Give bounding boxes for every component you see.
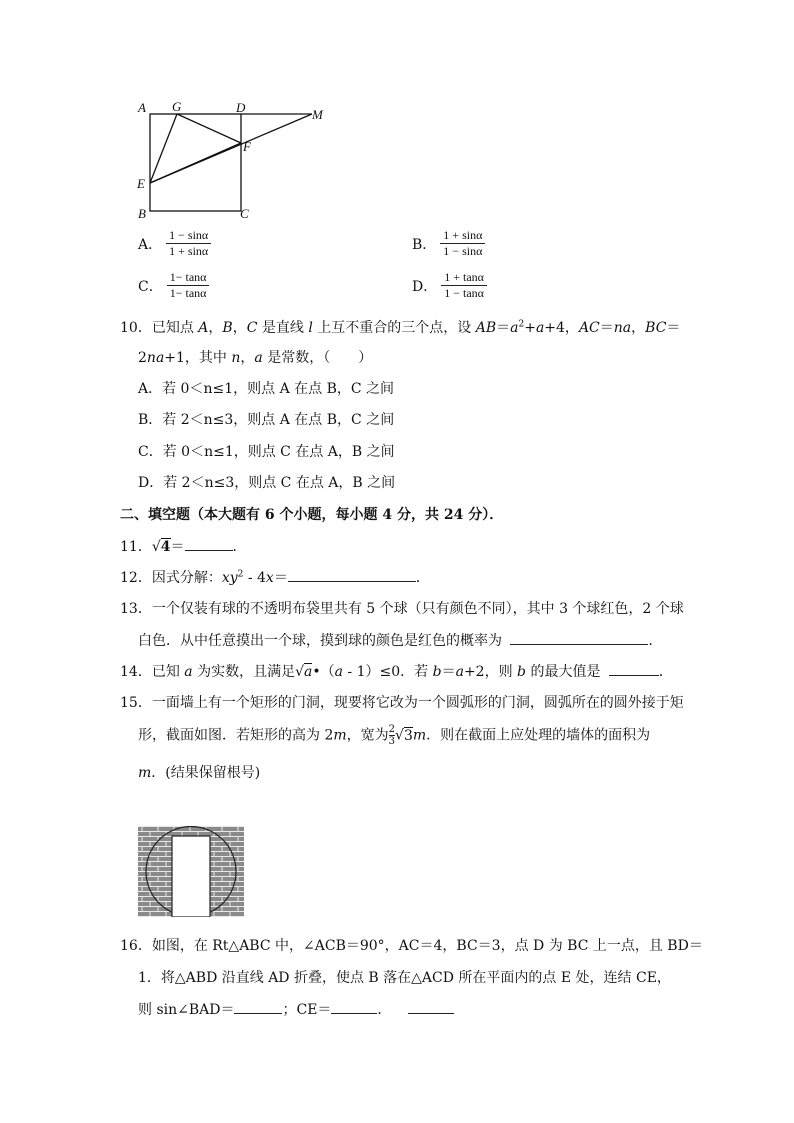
text: 12．因式分解： bbox=[120, 570, 222, 586]
fraction bbox=[167, 270, 210, 301]
q11 bbox=[120, 536, 247, 556]
radicand: 3 bbox=[403, 727, 413, 744]
section-heading: 二、填空题（本大题有 6 个小题，每小题 4 分，共 24 分）． bbox=[120, 507, 504, 523]
var: xy bbox=[221, 570, 238, 586]
var: l bbox=[308, 320, 313, 336]
denominator: 1 − sinα bbox=[443, 244, 483, 258]
wall-figure bbox=[138, 826, 244, 917]
sqrt-symbol: √ bbox=[151, 539, 161, 555]
text: 形，截面如图．若矩形的高为 2 bbox=[138, 727, 334, 744]
answer-blank[interactable] bbox=[234, 1001, 282, 1014]
text: ＝ bbox=[170, 539, 185, 555]
q10-option-d: D．若 2＜n≤3，则点 C 在点 A，B 之间 bbox=[138, 475, 396, 491]
q16-line1: 16．如图，在 Rt△ABC 中，∠ACB＝90°，AC＝4，BC＝3，点 D 为 BC 上一点，且 BD＝ bbox=[120, 938, 703, 954]
text: 为实数，且满足 bbox=[192, 664, 296, 680]
label-d: D bbox=[236, 100, 246, 115]
var: BC bbox=[645, 320, 667, 336]
label-e: E bbox=[137, 176, 145, 191]
text: ＝ bbox=[496, 320, 511, 336]
denominator: 3 bbox=[388, 736, 396, 747]
text: + bbox=[524, 320, 536, 336]
label-a: A bbox=[138, 100, 146, 115]
label-b: B bbox=[138, 206, 146, 221]
q13-line1: 13．一个仅装有球的不透明布袋里共有 5 个球（只有颜色不同），其中 3 个球红色，2 个球 bbox=[120, 601, 684, 617]
q15-line3 bbox=[138, 762, 260, 782]
text: 10．已知点 bbox=[120, 320, 199, 336]
fraction bbox=[166, 228, 211, 259]
denominator: 1− tanα bbox=[169, 286, 207, 300]
numerator: 1 − sinα bbox=[166, 228, 211, 244]
text: ．(结果保留根号) bbox=[151, 765, 261, 781]
text: ， bbox=[631, 320, 646, 336]
q10-line2 bbox=[138, 347, 372, 367]
label-g: G bbox=[172, 99, 182, 114]
answer-blank[interactable] bbox=[288, 569, 416, 582]
radicand: 4 bbox=[160, 539, 171, 555]
var: m bbox=[138, 765, 152, 781]
numerator: 1− tanα bbox=[167, 270, 210, 286]
text: ， bbox=[232, 320, 247, 336]
fraction bbox=[440, 228, 485, 259]
fraction bbox=[441, 270, 487, 301]
q9-option-a bbox=[138, 228, 211, 259]
q10-option-c: C．若 0＜n≤1，则点 C 在点 A，B 之间 bbox=[138, 444, 395, 460]
var: C bbox=[246, 320, 258, 336]
text: +4， bbox=[544, 320, 579, 336]
text: - 4 bbox=[243, 570, 266, 586]
radicand: a bbox=[304, 664, 313, 680]
option-letter: D． bbox=[412, 278, 438, 295]
var: a bbox=[535, 320, 545, 336]
answer-blank[interactable] bbox=[408, 1001, 454, 1014]
segment-em bbox=[150, 114, 312, 183]
label-m: M bbox=[312, 107, 323, 122]
var: na bbox=[613, 320, 632, 336]
var: B bbox=[222, 320, 233, 336]
text: •（ bbox=[312, 664, 335, 680]
text: 11． bbox=[120, 539, 152, 555]
text: ． bbox=[648, 633, 663, 649]
text: 2 bbox=[138, 350, 147, 366]
q9-option-c bbox=[138, 270, 209, 301]
text: ． bbox=[415, 570, 430, 586]
sqrt-symbol: √ bbox=[295, 664, 304, 680]
q10-option-a: A．若 0＜n≤1，则点 A 在点 B，C 之间 bbox=[138, 381, 395, 397]
denominator: 1 + sinα bbox=[169, 244, 209, 258]
numerator: 1 + tanα bbox=[441, 270, 487, 286]
text: +2，则 bbox=[463, 664, 518, 680]
text: 的最大值是 bbox=[526, 664, 601, 680]
q9-option-b bbox=[412, 228, 485, 259]
var: a bbox=[184, 664, 193, 680]
option-letter: B． bbox=[412, 236, 437, 253]
exponent: 2 bbox=[237, 569, 244, 580]
var: AB bbox=[475, 320, 497, 336]
var: m bbox=[333, 727, 347, 744]
text: ，宽为 bbox=[346, 727, 389, 744]
var: AC bbox=[578, 320, 600, 336]
q13-line2 bbox=[138, 630, 662, 650]
text: 14．已知 bbox=[120, 664, 185, 680]
var: na bbox=[146, 350, 165, 366]
numerator: 2 bbox=[388, 724, 396, 735]
segment-gf bbox=[177, 114, 241, 143]
label-c: C bbox=[240, 206, 249, 221]
answer-blank[interactable] bbox=[510, 632, 648, 645]
q10-option-b: B．若 2＜n≤3，则点 A 在点 B，C 之间 bbox=[138, 412, 395, 428]
q10-line1 bbox=[120, 317, 680, 337]
text: 是常数，（ ） bbox=[262, 350, 373, 366]
var: A bbox=[198, 320, 209, 336]
q15-line2 bbox=[138, 724, 650, 747]
q16-line3 bbox=[138, 999, 454, 1019]
text: 是直线 bbox=[257, 320, 309, 336]
var: b bbox=[432, 664, 442, 680]
option-letter: A． bbox=[138, 236, 163, 253]
text: ． bbox=[658, 664, 673, 680]
text: ＝ bbox=[441, 664, 456, 680]
var: a bbox=[510, 320, 519, 336]
answer-blank[interactable] bbox=[331, 1001, 377, 1014]
var: m bbox=[412, 727, 427, 744]
square-figure bbox=[130, 95, 340, 225]
sqrt-symbol: √ bbox=[395, 727, 404, 744]
exponent: 2 bbox=[518, 319, 525, 330]
text: +1，其中 bbox=[164, 350, 232, 366]
text: ；CE＝ bbox=[282, 1002, 332, 1018]
text: ． bbox=[232, 539, 247, 555]
var: a bbox=[334, 664, 343, 680]
var: n bbox=[231, 350, 241, 366]
text: ＝ bbox=[599, 320, 614, 336]
var: a bbox=[254, 350, 263, 366]
numerator: 1 + sinα bbox=[440, 228, 485, 244]
q16-line2: 1．将△ABD 沿直线 AD 折叠，使点 B 落在△ACD 所在平面内的点 E 处，连结 CE， bbox=[138, 970, 671, 986]
text: ， bbox=[208, 320, 223, 336]
var: x bbox=[265, 570, 274, 586]
text: ．则在截面上应处理的墙体的面积为 bbox=[426, 727, 651, 744]
q9-option-d bbox=[412, 270, 487, 301]
text: 上互不重合的三个点，设 bbox=[312, 320, 476, 336]
q14 bbox=[120, 661, 673, 681]
text: 白色．从中任意摸出一个球，摸到球的颜色是红色的概率为 bbox=[138, 633, 502, 649]
text: ＝ bbox=[273, 570, 288, 586]
text: ． bbox=[377, 1002, 392, 1018]
text: 则 sin∠BAD＝ bbox=[138, 1002, 235, 1018]
answer-blank[interactable] bbox=[609, 663, 659, 676]
option-letter: C． bbox=[138, 278, 163, 295]
q15-line1: 15．一面墙上有一个矩形的门洞，现要将它改为一个圆弧形的门洞，圆弧所在的圆外接于矩 bbox=[120, 695, 684, 711]
label-f: F bbox=[243, 139, 251, 154]
var: b bbox=[517, 664, 527, 680]
text: ， bbox=[240, 350, 255, 366]
q12 bbox=[120, 567, 430, 587]
denominator: 1 − tanα bbox=[444, 286, 484, 300]
answer-blank[interactable] bbox=[185, 538, 233, 551]
var: a bbox=[455, 664, 464, 680]
text: - 1）≤0．若 bbox=[342, 664, 433, 680]
text: ＝ bbox=[666, 320, 681, 336]
door-rectangle bbox=[172, 836, 210, 917]
